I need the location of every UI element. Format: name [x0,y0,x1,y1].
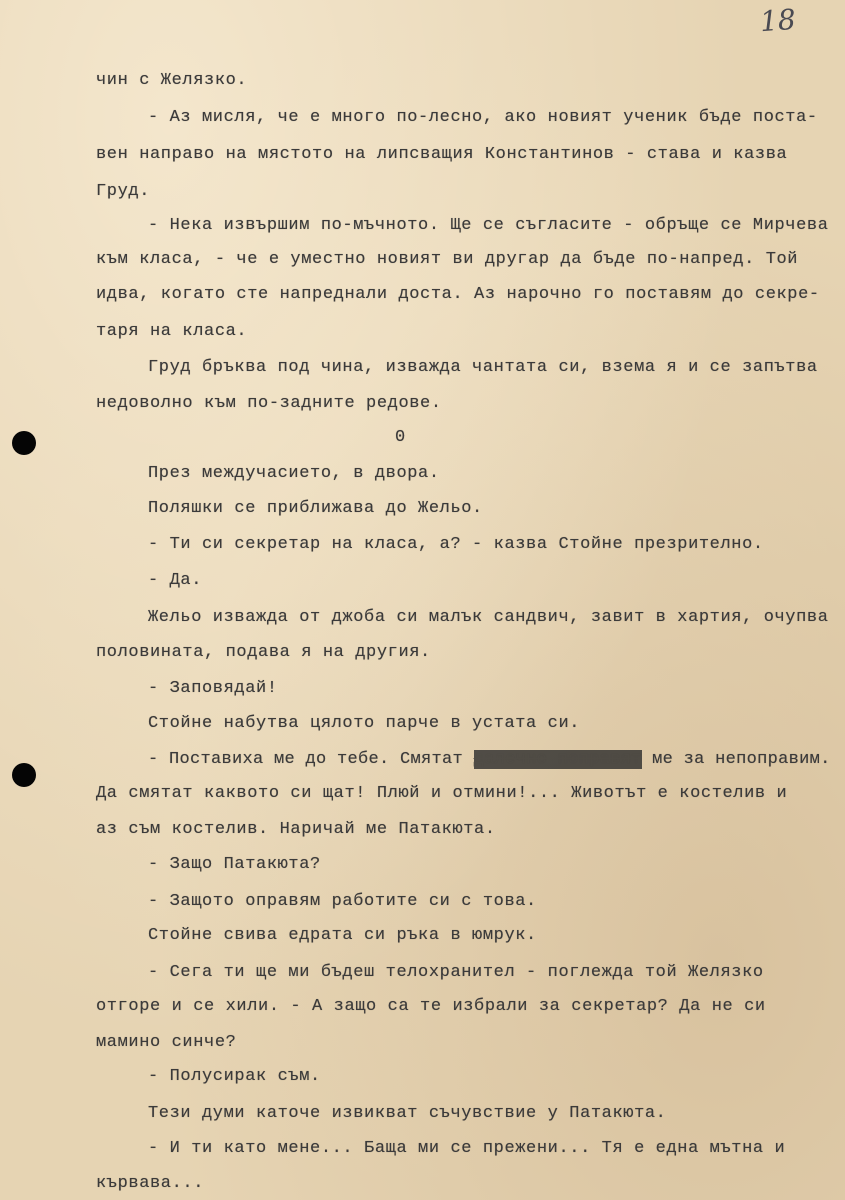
text-line [96,1033,236,1053]
line-text: - И ти като мене... Баща ми се прежени... Тя е една мътна и [148,1139,786,1158]
line-text: вен направо на мястото на липсващия Константинов - става и казва [96,145,788,164]
text-line [148,1139,785,1159]
text-line [96,182,150,202]
line-text: - Ти си секретар на класа, а? - казва Стойне презрително. [148,535,764,554]
line-text: - Аз мисля, че е много по-лесно, ако новият ученик бъде поста- [148,108,818,127]
line-text: През междучасието, в двора. [148,464,440,483]
line-text: - Полусирак съм. [148,1067,321,1086]
line-text: отгоре и се хили. - А защо са те избрали за секретар? Да не си [96,997,766,1016]
text-line [96,1174,204,1194]
line-text: 0 [395,428,406,447]
text-line [148,926,537,946]
punch-hole [12,431,36,455]
line-text: - Защото оправям работите си с това. [148,892,537,911]
line-text: таря на класа. [96,322,248,341]
line-text: - Заповядай! [148,679,278,698]
line-text: към класа, - че е уместно новият ви другар да бъде по-напред. Той [96,250,799,269]
text-line [148,892,537,912]
line-text: - Да. [148,571,203,590]
line-text: - Защо Патакюта? [148,855,321,874]
text-line [148,608,829,628]
text-line [96,322,247,342]
text-line [96,394,442,414]
text-line [148,714,580,734]
line-text: - Нека извършим по-мъчното. Ще се съгласите - обръще се Мирчева [148,216,829,235]
line-text: аз съм костелив. Наричай ме Патакюта. [96,820,496,839]
line-text: Поляшки се приближава до Жельо. [148,499,483,518]
text-line [148,108,818,128]
text-line [148,1104,666,1124]
line-text: - Поставиха ме до тебе. Смятат [148,750,464,769]
text-line [96,643,431,663]
line-text: Жельо изважда от джоба си малък сандвич, завит в хартия, очупва [148,608,829,627]
text-line [148,963,764,983]
text-line [96,250,798,270]
text-line [96,784,787,804]
punch-hole [12,763,36,787]
line-text: Груд. [96,182,151,201]
page-number: 18 [758,2,797,39]
text-line [148,216,829,236]
text-line [148,679,278,699]
text-line [395,428,406,448]
text-line [148,358,818,378]
line-text: Стойне набутва цялото парче в устата си. [148,714,581,733]
text-line [148,535,764,555]
line-text: недоволно към по-задните редове. [96,394,442,413]
text-line [148,499,483,519]
text-line [148,1067,321,1087]
struck-out-text: далечно поправят [473,750,642,769]
text-line [96,820,496,840]
line-text-continuation: ме за непоправим. [641,750,831,769]
line-text: Тези думи каточе извикват съчувствие у Патакюта. [148,1104,667,1123]
text-line [96,285,820,305]
line-text: Да смятат каквото си щат! Плюй и отмини!... Животът е костелив и [96,784,788,803]
line-text: кървава... [96,1174,205,1193]
line-text: чин с Желязко. [96,71,248,90]
text-line [148,750,831,770]
line-text: Стойне свива едрата си ръка в юмрук. [148,926,537,945]
line-text: мамино синче? [96,1033,237,1052]
text-line [148,464,440,484]
line-text: идва, когато сте напреднали доста. Аз нарочно го поставям до секре- [96,285,820,304]
text-line [96,71,247,91]
text-line [96,997,766,1017]
line-text: половината, подава я на другия. [96,643,431,662]
text-line [148,571,202,591]
text-line [96,145,787,165]
text-line [148,855,321,875]
line-text: Груд бръква под чина, изважда чантата си, взема я и се запътва [148,358,818,377]
line-text: - Сега ти ще ми бъдеш телохранител - поглежда той Желязко [148,963,764,982]
